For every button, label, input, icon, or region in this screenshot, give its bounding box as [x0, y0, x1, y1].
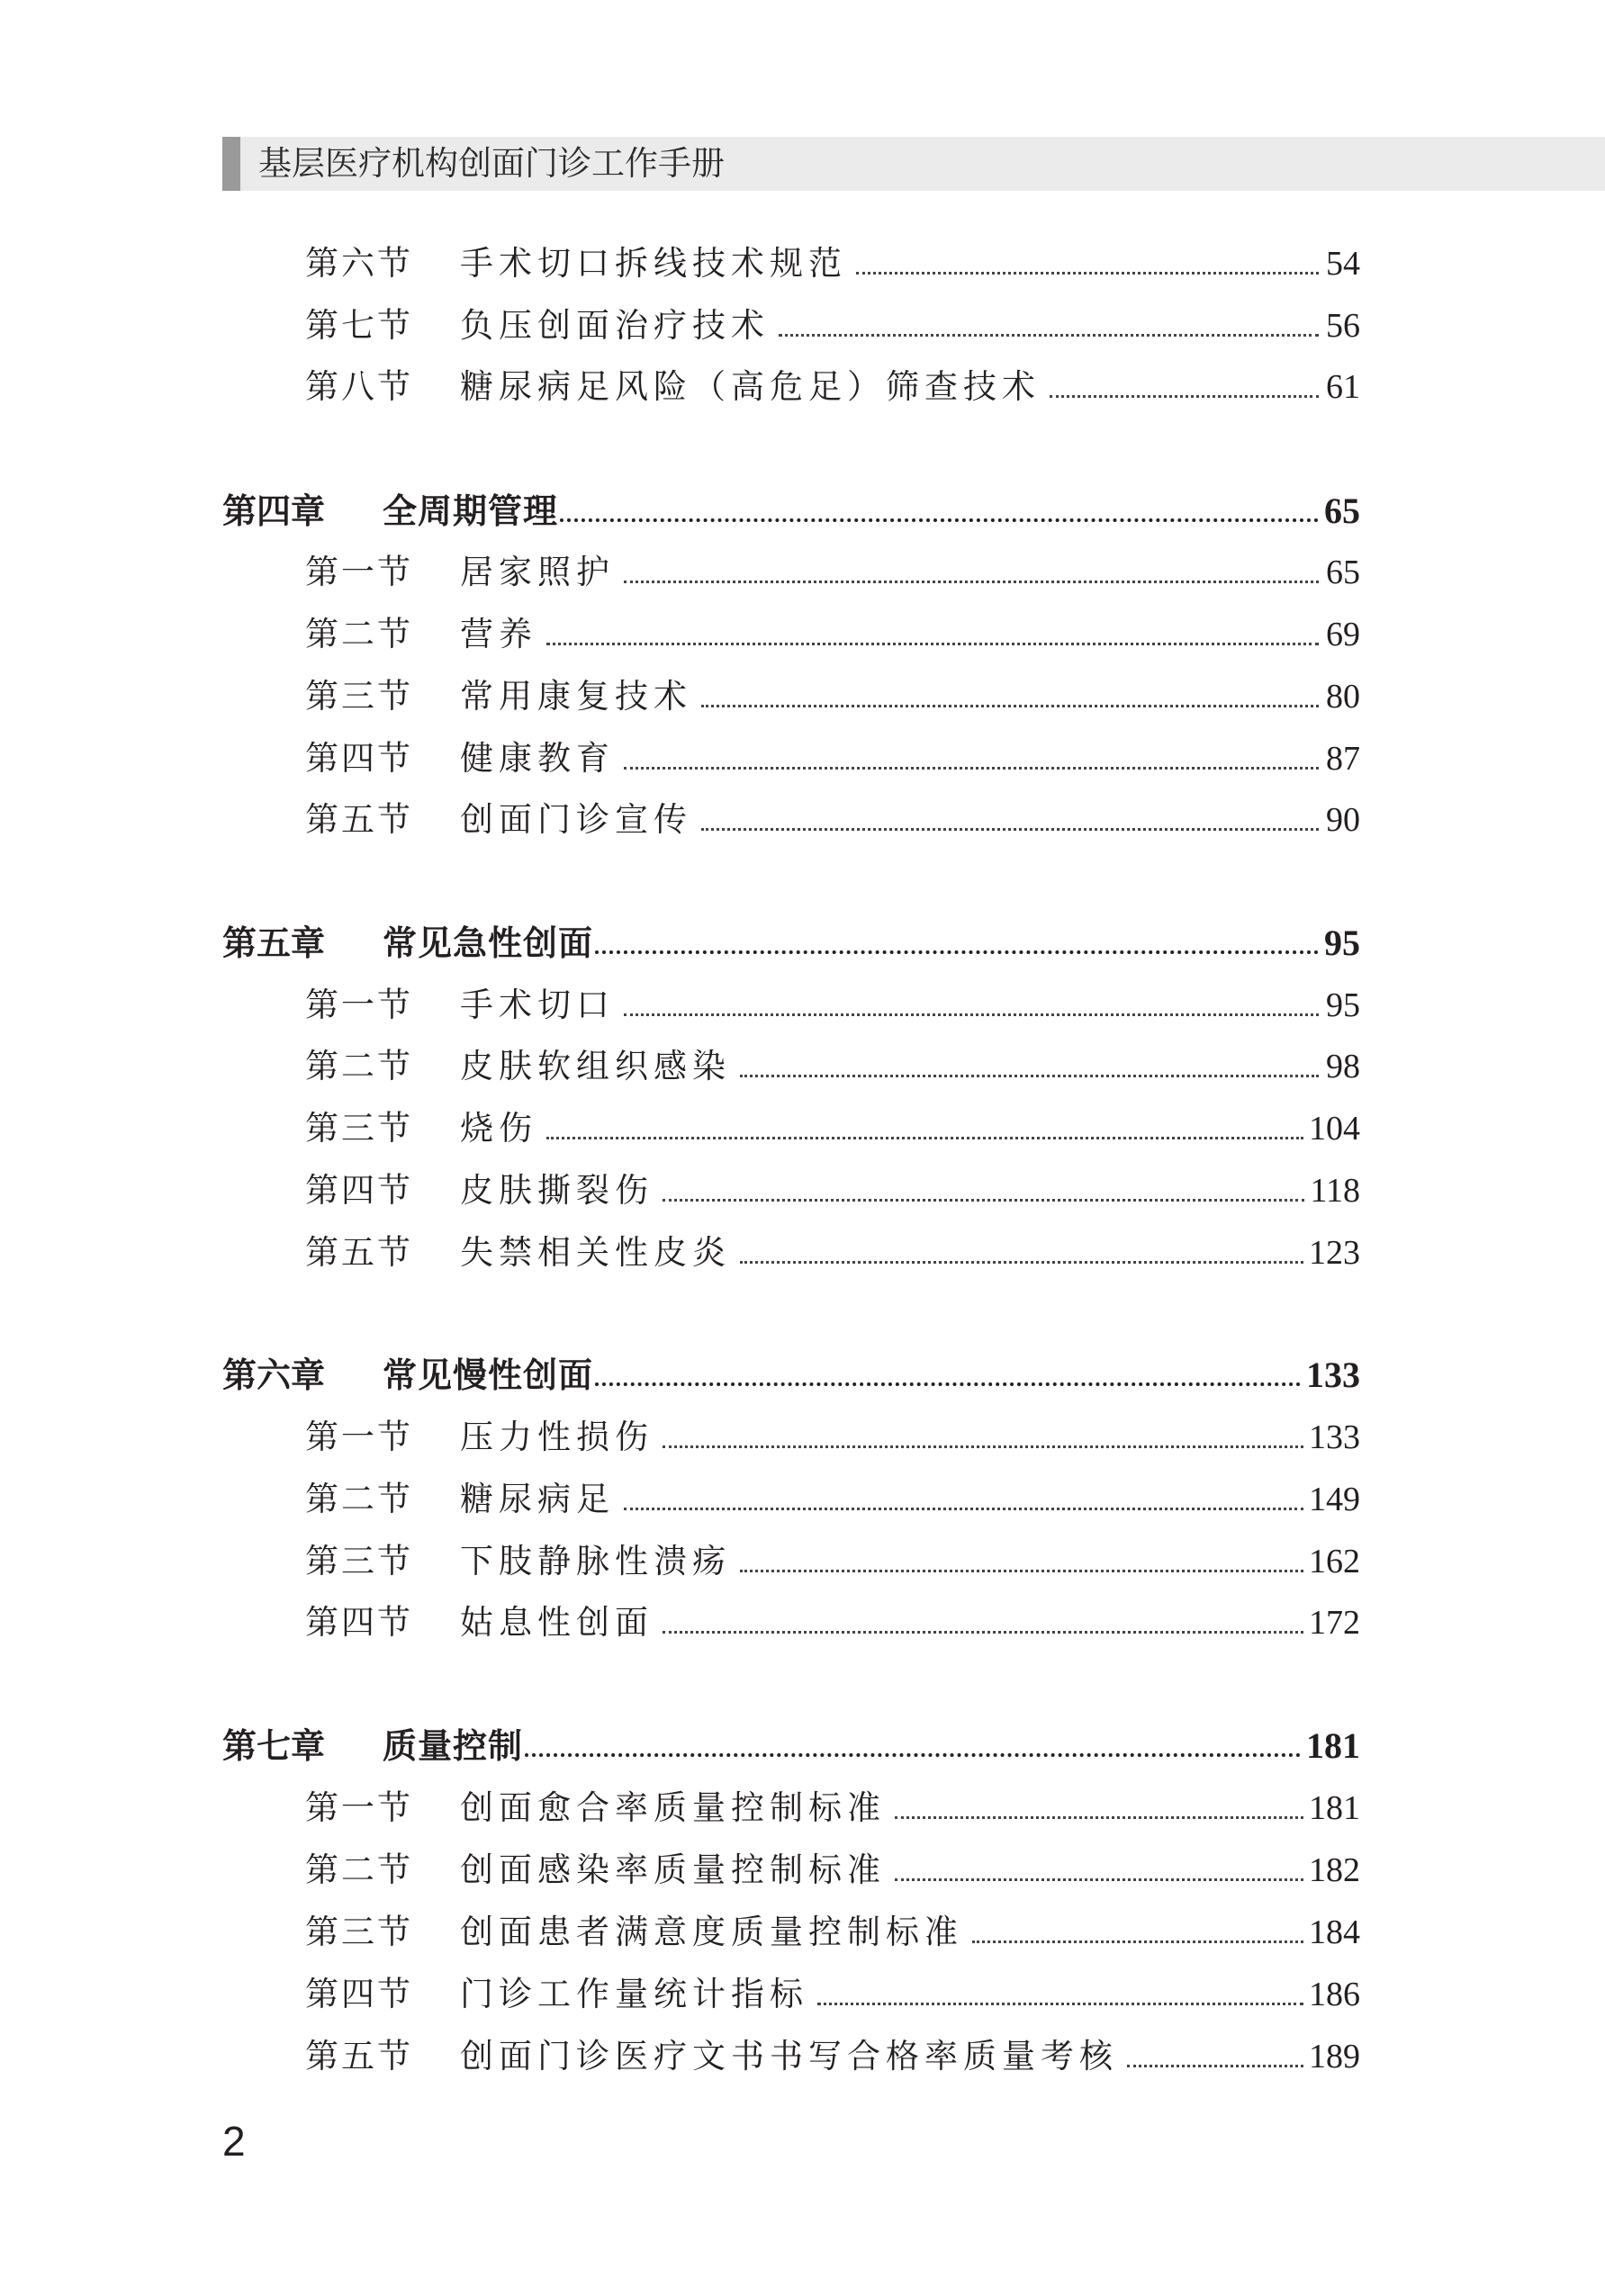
toc-chapter-entry[interactable] [222, 486, 1360, 536]
toc-entry-number: 第五节 [305, 1233, 413, 1272]
toc-entry-page: 65 [1324, 491, 1360, 531]
toc-entry-number: 第六章 [222, 1355, 326, 1395]
toc-entry-page: 181 [1309, 1789, 1360, 1827]
toc-entry-number: 第二节 [305, 615, 413, 653]
toc-entry-page: 181 [1306, 1725, 1360, 1766]
toc-entry-title: 失禁相关性皮炎 [460, 1233, 731, 1272]
toc-section-entry[interactable] [305, 239, 1360, 289]
toc-entry-title: 创面感染率质量控制标准 [460, 1850, 886, 1889]
toc-chapter-entry[interactable] [222, 1350, 1360, 1400]
toc-entry-page: 98 [1326, 1048, 1360, 1085]
toc-entry-page: 65 [1326, 554, 1360, 591]
toc-entry-title: 居家照护 [460, 553, 615, 591]
toc-section-entry[interactable] [305, 1598, 1360, 1648]
dot-leader [895, 1816, 1303, 1819]
dot-leader [1050, 395, 1319, 398]
toc-entry-page: 182 [1309, 1851, 1360, 1889]
toc-entry-number: 第四章 [222, 491, 326, 531]
dot-leader [624, 767, 1319, 770]
toc-entry-page: 56 [1326, 307, 1360, 345]
toc-entry-number: 第一节 [305, 553, 413, 591]
dot-leader [595, 950, 1319, 954]
toc-entry-number: 第六节 [305, 244, 413, 283]
toc-section-entry[interactable] [305, 1845, 1360, 1895]
toc-section-entry[interactable] [305, 1228, 1360, 1278]
dot-leader [740, 1075, 1319, 1077]
toc-entry-number: 第一节 [305, 1788, 413, 1827]
toc-section-entry[interactable] [305, 362, 1360, 412]
dot-leader [1127, 2065, 1303, 2067]
toc-section-entry[interactable] [305, 1783, 1360, 1833]
dot-leader [701, 828, 1319, 831]
dot-leader [972, 1940, 1303, 1943]
page-number: 2 [222, 2118, 246, 2165]
toc-section-entry[interactable] [305, 1041, 1360, 1092]
toc-entry-title: 创面愈合率质量控制标准 [460, 1788, 886, 1827]
toc-entry-title: 手术切口 [460, 986, 615, 1024]
toc-entry-number: 第四节 [305, 1603, 413, 1642]
toc-section-entry[interactable] [305, 2031, 1360, 2082]
toc-section-entry[interactable] [305, 547, 1360, 598]
toc-entry-number: 第五章 [222, 923, 326, 963]
dot-leader [560, 518, 1319, 522]
toc-entry-number: 第八节 [305, 367, 413, 406]
toc-entry-title: 常见急性创面 [383, 923, 594, 963]
dot-leader [663, 1445, 1303, 1448]
toc-entry-title: 糖尿病足风险（高危足）筛查技术 [460, 367, 1041, 406]
toc-entry-number: 第四节 [305, 739, 413, 778]
toc-entry-page: 80 [1326, 678, 1360, 716]
toc-section-entry[interactable] [305, 301, 1360, 351]
toc-entry-page: 69 [1326, 616, 1360, 653]
toc-entry-number: 第四节 [305, 1171, 413, 1210]
toc-entry-page: 186 [1309, 1976, 1360, 2013]
toc-entry-page: 90 [1326, 801, 1360, 839]
dot-leader [856, 272, 1319, 275]
dot-leader [701, 705, 1319, 707]
toc-entry-title: 创面门诊医疗文书书写合格率质量考核 [460, 2037, 1118, 2075]
toc-entry-page: 172 [1309, 1604, 1360, 1642]
toc-entry-title: 姑息性创面 [460, 1603, 654, 1642]
toc-entry-number: 第三节 [305, 1109, 413, 1148]
toc-entry-title: 创面门诊宣传 [460, 800, 692, 839]
toc-entry-number: 第二节 [305, 1480, 413, 1518]
toc-entry-number: 第五节 [305, 800, 413, 839]
toc-entry-title: 负压创面治疗技术 [460, 306, 770, 345]
toc-entry-title: 压力性损伤 [460, 1418, 654, 1456]
toc-section-entry[interactable] [305, 980, 1360, 1031]
toc-entry-title: 全周期管理 [383, 491, 559, 531]
toc-entry-page: 61 [1326, 368, 1360, 406]
toc-section-entry[interactable] [305, 1474, 1360, 1525]
toc-entry-number: 第三节 [305, 677, 413, 716]
dot-leader [624, 581, 1319, 583]
toc-section-entry[interactable] [305, 1166, 1360, 1216]
toc-entry-number: 第七章 [222, 1726, 326, 1766]
toc-entry-title: 糖尿病足 [460, 1480, 615, 1518]
toc-entry-page: 95 [1326, 986, 1360, 1024]
toc-entry-page: 149 [1309, 1481, 1360, 1518]
toc-entry-title: 下肢静脉性溃疡 [460, 1542, 731, 1580]
toc-entry-number: 第一节 [305, 1418, 413, 1456]
toc-entry-page: 184 [1309, 1913, 1360, 1951]
dot-leader [740, 1570, 1303, 1572]
toc-entry-page: 123 [1309, 1234, 1360, 1272]
toc-section-entry[interactable] [305, 671, 1360, 722]
toc-section-entry[interactable] [305, 1969, 1360, 2020]
toc-entry-number: 第三节 [305, 1542, 413, 1580]
toc-entry-title: 门诊工作量统计指标 [460, 1975, 808, 2013]
toc-entry-page: 54 [1326, 245, 1360, 283]
toc-entry-page: 189 [1309, 2038, 1360, 2075]
toc-entry-title: 质量控制 [383, 1726, 524, 1766]
toc-entry-page: 95 [1324, 923, 1360, 963]
toc-chapter-entry[interactable] [222, 918, 1360, 968]
toc-entry-number: 第一节 [305, 986, 413, 1024]
toc-section-entry[interactable] [305, 734, 1360, 784]
dot-leader [624, 1508, 1303, 1510]
toc-entry-title: 常用康复技术 [460, 677, 692, 716]
dot-leader [779, 334, 1319, 337]
toc-section-entry[interactable] [305, 1103, 1360, 1154]
toc-entry-title: 手术切口拆线技术规范 [460, 244, 847, 283]
toc-entry-title: 健康教育 [460, 739, 615, 778]
dot-leader [525, 1753, 1301, 1757]
toc-entry-page: 87 [1326, 740, 1360, 778]
toc-section-entry[interactable] [305, 795, 1360, 845]
running-header-title: 基层医疗机构创面门诊工作手册 [258, 144, 725, 183]
toc-section-entry[interactable] [305, 1907, 1360, 1958]
dot-leader [595, 1382, 1301, 1386]
dot-leader [546, 1137, 1303, 1139]
dot-leader [740, 1261, 1303, 1264]
toc-entry-title: 皮肤软组织感染 [460, 1047, 731, 1085]
dot-leader [663, 1199, 1304, 1202]
toc-entry-number: 第二节 [305, 1047, 413, 1085]
toc-chapter-entry[interactable] [222, 1721, 1360, 1771]
toc-entry-page: 162 [1309, 1543, 1360, 1580]
dot-leader [895, 1878, 1303, 1881]
dot-leader [663, 1631, 1303, 1634]
toc-entry-number: 第四节 [305, 1975, 413, 2013]
toc-section-entry[interactable] [305, 1536, 1360, 1587]
toc-entry-number: 第三节 [305, 1913, 413, 1951]
toc-entry-number: 第二节 [305, 1850, 413, 1889]
toc-entry-title: 营养 [460, 615, 537, 653]
dot-leader [817, 2003, 1303, 2005]
running-header-accent [222, 137, 240, 191]
toc-section-entry[interactable] [305, 1412, 1360, 1463]
toc-entry-number: 第七节 [305, 306, 413, 345]
dot-leader [546, 643, 1319, 645]
toc-entry-title: 常见慢性创面 [383, 1355, 594, 1395]
toc-entry-number: 第五节 [305, 2037, 413, 2075]
toc-entry-page: 133 [1306, 1355, 1360, 1395]
dot-leader [624, 1013, 1319, 1016]
toc-section-entry[interactable] [305, 609, 1360, 660]
toc-entry-title: 皮肤撕裂伤 [460, 1171, 654, 1210]
toc-entry-page: 104 [1309, 1110, 1360, 1148]
toc-entry-title: 创面患者满意度质量控制标准 [460, 1913, 963, 1951]
toc-entry-page: 133 [1309, 1418, 1360, 1456]
toc-entry-title: 烧伤 [460, 1109, 537, 1148]
toc-entry-page: 118 [1310, 1172, 1360, 1210]
